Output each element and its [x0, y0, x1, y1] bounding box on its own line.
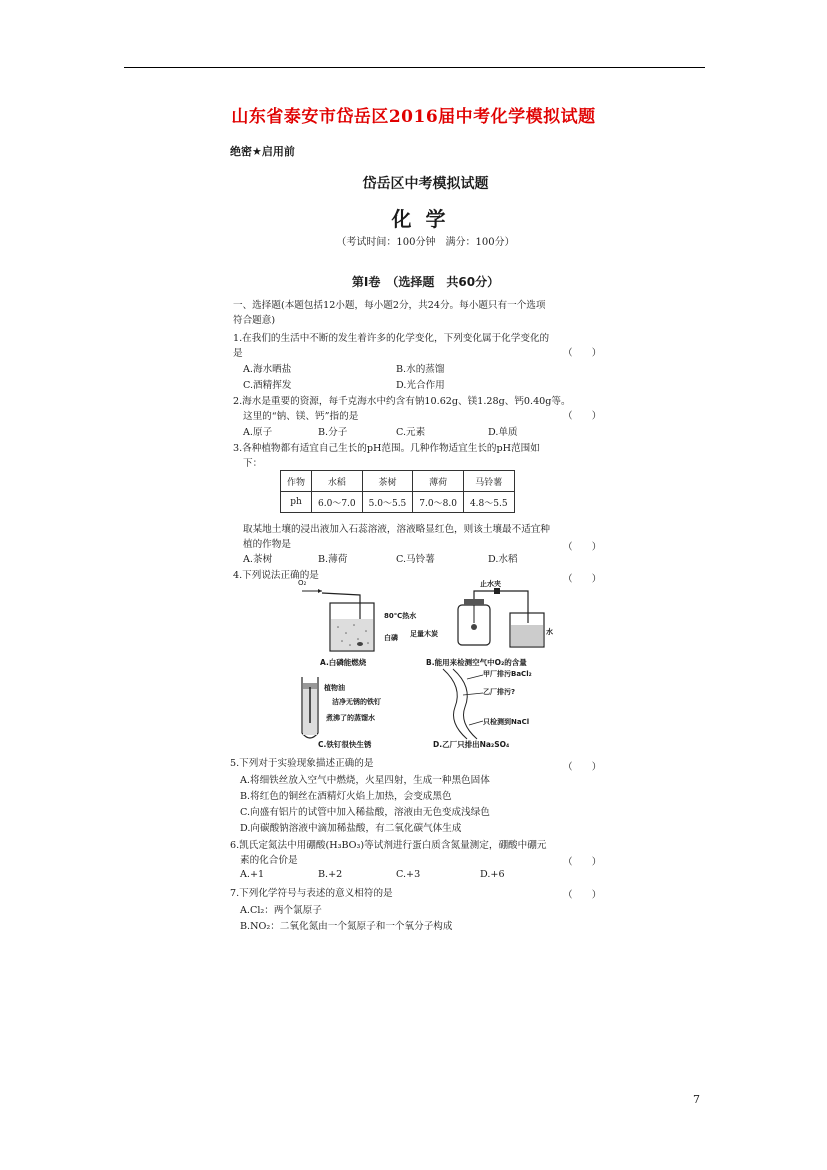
table-header-cell: 马铃薯 — [463, 471, 514, 492]
figure-b-caption: B.能用来检测空气中O₂的含量 — [426, 658, 527, 667]
ph-range-table — [280, 470, 515, 513]
q3-option-d: D.水稻 — [488, 554, 518, 565]
q2-option-c: C.元素 — [396, 427, 426, 438]
q1-stem-cont: 是 — [233, 348, 243, 359]
figure-d-plant-a-label: 甲厂排污BaCl₂ — [483, 670, 532, 678]
q2-stem: 2.海水是重要的资源，每千克海水中约含有钠10.62g、镁1.28g、钙0.40g等。 — [233, 396, 571, 407]
q2-stem-cont: 这里的“钠、镁、钙”指的是 — [243, 411, 359, 422]
page-number: 7 — [693, 1093, 700, 1106]
table-header-cell: 水稻 — [312, 471, 363, 492]
q4-answer-paren: （ ） — [563, 574, 602, 585]
q3-stem-3: 取某地土壤的浸出液加入石蕊溶液，溶液略显红色，则该土壤最不适宜种 — [243, 524, 550, 535]
q5-option-d: D.向碳酸钠溶液中滴加稀盐酸，有二氧化碳气体生成 — [240, 823, 462, 834]
table-row — [281, 492, 515, 513]
q1-option-c: C.酒精挥发 — [243, 380, 292, 391]
figure-c-drawing — [296, 675, 326, 745]
figure-b-oxygen-measurement — [410, 580, 553, 667]
secret-label: 绝密★启用前 — [230, 145, 295, 158]
q1-option-b: B.水的蒸馏 — [396, 364, 445, 375]
q3-option-b: B.薄荷 — [318, 554, 348, 565]
table-header-cell: 作物 — [281, 471, 312, 492]
figure-c-nail-label: 洁净无锈的铁钉 — [332, 698, 381, 706]
table-header-cell: 薄荷 — [413, 471, 464, 492]
figure-d-detect-label: 只检测到NaCl — [483, 718, 530, 726]
q6-option-c: C.+3 — [396, 869, 421, 880]
section-instruction: 一、选择题(本题包括12小题，每小题2分，共24分。每小题只有一个选项 — [233, 300, 546, 311]
q6-stem: 6.凯氏定氮法中用硼酸(H₃BO₃)等试剂进行蛋白质含氮量测定，硼酸中硼元 — [230, 840, 547, 851]
figure-b-charcoal-label: 足量木炭 — [410, 630, 438, 638]
figure-c-nail-rusting — [296, 675, 381, 749]
figure-d-river-pollution — [433, 667, 532, 749]
q5-option-c: C.向盛有铝片的试管中加入稀盐酸，溶液由无色变成浅绿色 — [240, 807, 490, 818]
q7-option-b: B.NO₂：二氧化氮由一个氮原子和一个氧分子构成 — [240, 921, 453, 932]
q5-option-b: B.将红色的铜丝在酒精灯火焰上加热，会变成黑色 — [240, 791, 452, 802]
q3-option-c: C.马铃薯 — [396, 554, 435, 565]
q3-stem-cont: 下： — [243, 458, 263, 469]
q2-answer-paren: （ ） — [563, 411, 602, 422]
q3-answer-paren: （ ） — [563, 542, 602, 553]
q2-option-b: B.分子 — [318, 427, 348, 438]
q5-option-a: A.将细铁丝放入空气中燃烧，火星四射，生成一种黑色固体 — [240, 775, 490, 786]
q6-option-d: D.+6 — [480, 869, 505, 880]
q6-option-b: B.+2 — [318, 869, 343, 880]
exam-info: （考试时间：100分钟 满分：100分） — [336, 237, 515, 248]
q1-stem: 1.在我们的生活中不断的发生着许多的化学变化，下列变化属于化学变化的 — [233, 333, 550, 344]
q7-answer-paren: （ ） — [563, 890, 602, 901]
scanned-exam-page — [218, 135, 633, 935]
table-header-row — [281, 471, 515, 492]
q3-stem: 3.各种植物都有适宜自己生长的pH范围。几种作物适宜生长的pH范围如 — [233, 443, 540, 454]
q7-stem: 7.下列化学符号与表述的意义相符的是 — [230, 888, 393, 899]
figure-b-clamp-label: 止水夹 — [480, 580, 501, 588]
section-title: 第Ⅰ卷 （选择题 共60分） — [351, 275, 500, 289]
figure-d-caption: D.乙厂只排出Na₂SO₄ — [433, 740, 510, 749]
q6-answer-paren: （ ） — [563, 857, 602, 868]
header-rule — [124, 67, 705, 68]
table-header-cell: 茶树 — [362, 471, 413, 492]
table-cell: 7.0～8.0 — [413, 492, 464, 513]
figure-c-water-label: 煮沸了的蒸馏水 — [326, 714, 375, 722]
table-cell: 4.8～5.5 — [463, 492, 514, 513]
subject-title: 化学 — [391, 207, 460, 231]
figure-b-drawing — [418, 583, 548, 663]
figure-a-phosphorus-burning — [298, 579, 417, 667]
q2-option-d: D.单质 — [488, 427, 518, 438]
q4-stem: 4.下列说法正确的是 — [233, 570, 319, 581]
q3-option-a: A.茶树 — [243, 554, 273, 565]
figure-a-drawing — [298, 583, 408, 663]
figure-a-o2-label: O₂ — [298, 579, 307, 587]
figure-a-caption: A.白磷能燃烧 — [320, 658, 367, 667]
q7-option-a: A.Cl₂：两个氯原子 — [240, 905, 322, 916]
figure-a-hot-water-label: 80℃热水 — [384, 612, 417, 620]
q1-option-a: A.海水晒盐 — [243, 364, 292, 375]
exam-name: 岱岳区中考模拟试题 — [362, 176, 489, 192]
q6-option-a: A.+1 — [240, 869, 265, 880]
figure-a-white-p-label: 白磷 — [384, 634, 398, 642]
table-cell: 5.0～5.5 — [362, 492, 413, 513]
figure-d-plant-b-label: 乙厂排污? — [483, 688, 516, 696]
q3-stem-4: 植的作物是 — [243, 539, 291, 550]
q6-stem-cont: 素的化合价是 — [240, 855, 298, 866]
table-cell: 6.0～7.0 — [312, 492, 363, 513]
q1-answer-paren: （ ） — [563, 348, 602, 359]
document-title: 山东省泰安市岱岳区2016届中考化学模拟试题 — [231, 107, 596, 127]
q5-answer-paren: （ ） — [563, 762, 602, 773]
figure-c-caption: C.铁钉很快生锈 — [318, 740, 372, 749]
section-instruction-cont: 符合题意) — [233, 315, 276, 326]
figure-c-oil-label: 植物油 — [324, 684, 345, 692]
figure-b-water-label: 水 — [546, 628, 553, 636]
q2-option-a: A.原子 — [243, 427, 273, 438]
q1-option-d: D.光合作用 — [396, 380, 445, 391]
q5-stem: 5.下列对于实验现象描述正确的是 — [230, 758, 374, 769]
table-cell: ph — [281, 492, 312, 513]
